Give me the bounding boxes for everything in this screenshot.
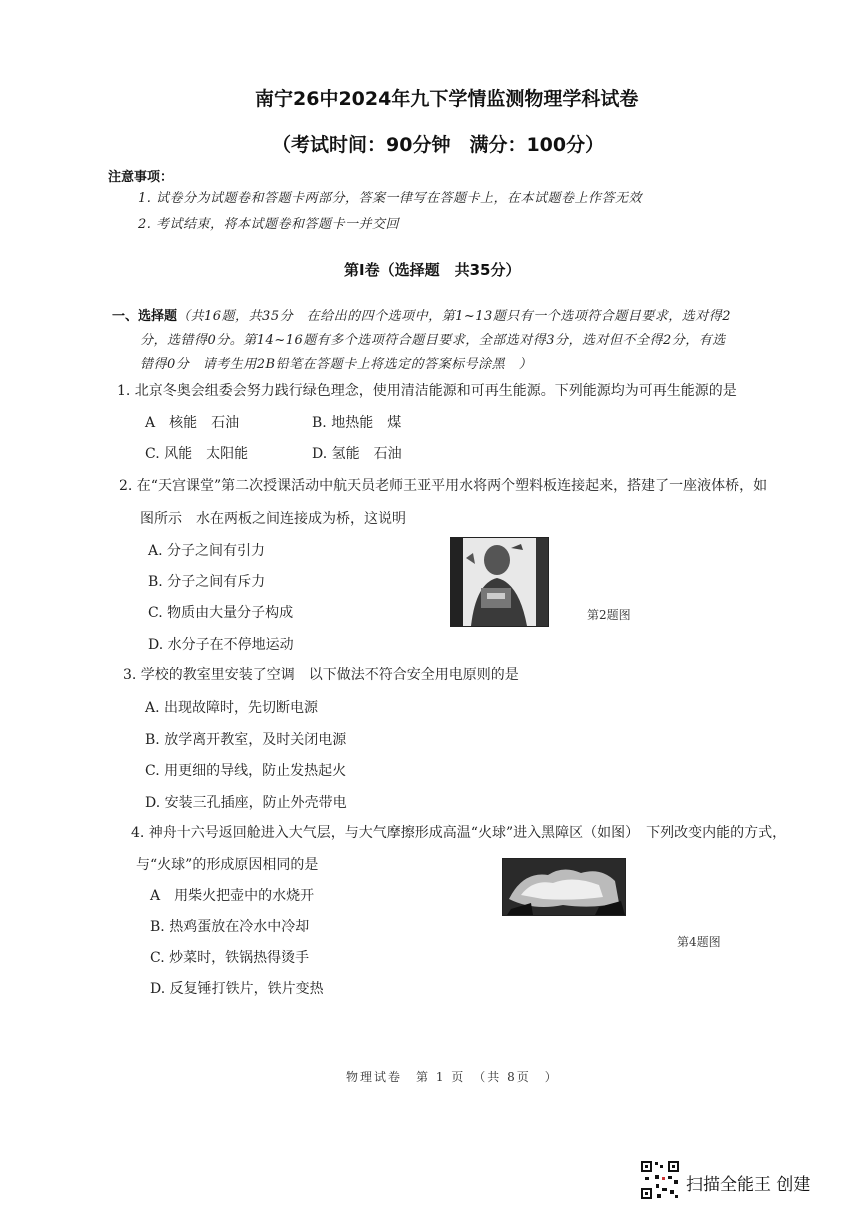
exam-title: 南宁26中2024年九下学情监测物理学科试卷 [255,88,639,110]
question-2-option-b: B. 分子之间有斥力 [148,574,266,590]
question-1-option-a: A 核能 石油 [145,415,240,431]
note-item-2: 2. 考试结束，将本试题卷和答题卡一并交回 [138,217,400,232]
question-4-stem-line1: 4. 神舟十六号返回舱进入大气层，与大气摩擦形成高温“火球”进入黑障区（如图） 下列改变内能的方式， [131,825,787,841]
astronaut-photo-image [451,538,548,626]
question-2-option-a: A. 分子之间有引力 [148,543,266,559]
question-1-stem: 1. 北京冬奥会组委会努力践行绿色理念，使用清洁能源和可再生能源。下列能源均为可再生能源的是 [117,383,737,399]
question-4-stem-line2: 与“火球”的形成原因相同的是 [136,857,319,873]
question-2-option-d: D. 水分子在不停地运动 [148,637,294,653]
exam-subtitle: （考试时间：90分钟 满分：100分） [272,134,605,156]
question-1-option-d: D. 氢能 石油 [312,446,402,462]
notes-heading: 注意事项： [108,170,174,185]
section-title: 第Ⅰ卷（选择题 共35分） [344,261,521,279]
question-3-option-c: C. 用更细的导线，防止发热起火 [145,763,347,779]
watermark-text: 扫描全能王 创建 [686,1175,811,1195]
question-2-stem-line1: 2. 在“天宫课堂”第二次授课活动中航天员老师王亚平用水将两个塑料板连接起来，搭建了一座液体桥，如 [119,478,768,494]
question-4-option-c: C. 炒菜时，铁锅热得烫手 [150,950,310,966]
part1-line3: 错得0分 请考生用2B铅笔在答题卡上将选定的答案标号涂黑 ） [140,357,533,372]
question-2-option-c: C. 物质由大量分子构成 [148,605,294,621]
part1-label: 一、选择题 [112,309,178,324]
question-2-figure-caption: 第2题图 [587,608,631,622]
question-4-figure-caption: 第4题图 [677,935,721,949]
question-4-photo [502,858,626,916]
question-2-stem-line2: 图所示 水在两板之间连接成为桥，这说明 [140,511,406,527]
question-2-photo [450,537,549,627]
page-footer: 物理试卷 第 1 页 （共 8页 ） [346,1070,559,1084]
part1-text-1: （共16题，共35分 在给出的四个选项中，第1~13题只有一个选项符合题目要求，选对得2 [177,309,732,324]
question-4-option-b: B. 热鸡蛋放在冷水中冷却 [150,919,310,935]
qr-code [640,1160,680,1200]
question-1-option-b: B. 地热能 煤 [312,415,402,431]
question-3-stem: 3. 学校的教室里安装了空调 以下做法不符合安全用电原则的是 [123,667,519,683]
qr-code-icon [640,1160,680,1200]
part1-line1 [112,305,731,324]
fireball-photo-image [503,859,625,915]
note-item-1: 1. 试卷分为试题卷和答题卡两部分，答案一律写在答题卡上，在本试题卷上作答无效 [138,191,643,206]
question-3-option-b: B. 放学离开教室，及时关闭电源 [145,732,347,748]
question-4-option-d: D. 反复锤打铁片，铁片变热 [150,981,324,997]
part1-line2: 分，选错得0分。第14~16题有多个选项符合题目要求，全部选对得3分，选对但不全得2分，有选 [140,333,726,348]
question-4-option-a: A 用柴火把壶中的水烧开 [150,888,315,904]
question-3-option-d: D. 安装三孔插座，防止外壳带电 [145,795,347,811]
question-1-option-c: C. 风能 太阳能 [145,446,249,462]
question-3-option-a: A. 出现故障时，先切断电源 [145,700,319,716]
